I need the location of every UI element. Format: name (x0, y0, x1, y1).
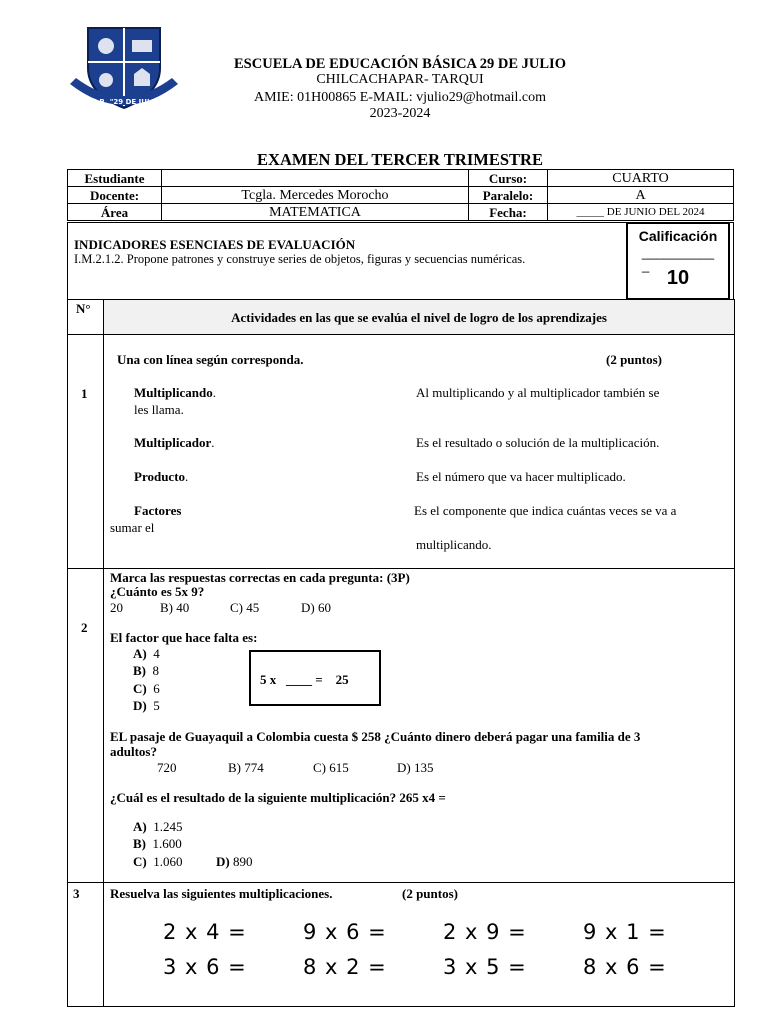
school-logo (68, 22, 180, 114)
multiplication-exercise[interactable]: 8 x 6 = (583, 955, 667, 979)
teacher-value: Tcgla. Mercedes Morocho (162, 187, 469, 204)
q2a-option[interactable]: C) 45 (230, 600, 260, 615)
q2a-option[interactable]: 20 (110, 600, 123, 615)
q2d-option[interactable]: A) 1.245 (133, 819, 183, 834)
student-field[interactable] (162, 170, 469, 187)
grade-label: Calificación (638, 228, 718, 244)
q2b-option[interactable]: C) 6 (133, 681, 160, 696)
q2d-option[interactable]: C) 1.060 (133, 854, 183, 869)
q1-definition[interactable]: Es el resultado o solución de la multiplicación. (416, 435, 660, 450)
q2b-option[interactable]: A) 4 (133, 646, 160, 661)
q1-number: 1 (81, 386, 88, 401)
q2d-question: ¿Cuál es el resultado de la siguiente multiplicación? 265 x4 = (110, 790, 446, 805)
area-label: Área (68, 204, 162, 221)
q3-number: 3 (73, 886, 80, 901)
q2c-question-line2: adultos? (110, 744, 157, 759)
multiplication-exercise[interactable]: 2 x 4 = (163, 920, 247, 944)
q1-definition-cont: multiplicando. (416, 537, 492, 552)
parallel-label: Paralelo: (469, 187, 548, 204)
missing-factor-box (249, 650, 381, 706)
q2d-option[interactable]: B) 1.600 (133, 836, 182, 851)
multiplication-exercise[interactable]: 9 x 1 = (583, 920, 667, 944)
q2b-option[interactable]: D) 5 (133, 698, 160, 713)
q2a-option[interactable]: B) 40 (160, 600, 190, 615)
q1-term[interactable]: Producto. (134, 469, 189, 484)
date-value: _____ DE JUNIO DEL 2024 (548, 204, 734, 221)
student-info-table (67, 169, 734, 221)
multiplication-exercise[interactable]: 3 x 6 = (163, 955, 247, 979)
q1-term[interactable]: Factores (134, 503, 182, 518)
q1-definition[interactable]: Al multiplicando y al multiplicador también se (416, 385, 660, 400)
teacher-label: Docente: (68, 187, 162, 204)
school-year: 2023-2024 (369, 106, 431, 121)
multiplication-exercise[interactable]: 8 x 2 = (303, 955, 387, 979)
q1-definition-cont: les llama. (134, 402, 184, 417)
multiplication-exercise[interactable]: 2 x 9 = (443, 920, 527, 944)
q2c-option[interactable]: B) 774 (228, 760, 264, 775)
q2d-option[interactable]: D) 890 (216, 854, 253, 869)
q3-instruction: Resuelva las siguientes multiplicaciones. (110, 886, 333, 901)
school-location: CHILCACHAPAR- TARQUI (316, 72, 484, 87)
logo-text: E.E.B. "29 DE JULIO" (84, 98, 164, 106)
q2-instruction: Marca las respuestas correctas en cada pregunta: (3P) (110, 570, 410, 585)
parallel-value: A (548, 187, 734, 204)
q3-points: (2 puntos) (402, 886, 458, 901)
q2a-question: ¿Cuánto es 5x 9? (110, 584, 205, 599)
column-divider (103, 299, 104, 1007)
grade-blank[interactable]: __________ (641, 245, 715, 260)
q1-definition[interactable]: Es el número que va hacer multiplicado. (416, 469, 626, 484)
exam-title: EXAMEN DEL TERCER TRIMESTRE (257, 150, 543, 169)
q2c-option[interactable]: 720 (157, 760, 177, 775)
student-label: Estudiante (68, 170, 162, 187)
q2b-option[interactable]: B) 8 (133, 663, 159, 678)
multiplication-exercise[interactable]: 9 x 6 = (303, 920, 387, 944)
area-value: MATEMATICA (162, 204, 469, 221)
grade-box (626, 222, 730, 300)
school-contact: AMIE: 01H00865 E-MAIL: vjulio29@hotmail.com (253, 90, 547, 105)
q1-instruction: Una con línea según corresponda. (117, 352, 304, 367)
grade-total: 10 (666, 267, 690, 289)
indicators-title: INDICADORES ESENCIAES DE EVALUACIÓN (74, 237, 356, 252)
q1-term[interactable]: Multiplicando. (134, 385, 216, 400)
row-divider (67, 882, 735, 883)
multiplication-exercise[interactable]: 3 x 5 = (443, 955, 527, 979)
grade-dash: _ (642, 258, 650, 273)
q2c-question-line1: EL pasaje de Guayaquil a Colombia cuesta $ 258 ¿Cuánto dinero deberá pagar una familia de 3 (110, 729, 641, 744)
q1-term[interactable]: Multiplicador. (134, 435, 215, 450)
q1-points: (2 puntos) (606, 352, 662, 367)
q2c-option[interactable]: C) 615 (313, 760, 349, 775)
missing-factor-equation: 5 x ____ = 25 (260, 672, 349, 687)
indicators-text: I.M.2.1.2. Propone patrones y construye series de objetos, figuras y secuencias numéricas. (74, 252, 526, 266)
course-value: CUARTO (548, 170, 734, 187)
q1-definition[interactable]: Es el componente que indica cuántas veces se va a (414, 503, 677, 518)
col-activities-header: Actividades en las que se evalúa el nivel de logro de los aprendizajes (231, 310, 607, 325)
row-divider (67, 334, 735, 335)
q2-number: 2 (81, 620, 88, 635)
course-label: Curso: (469, 170, 548, 187)
school-name: ESCUELA DE EDUCACIÓN BÁSICA 29 DE JULIO (234, 56, 566, 72)
col-number-header: N° (76, 301, 91, 316)
q2b-question: El factor que hace falta es: (110, 630, 258, 645)
q2a-option[interactable]: D) 60 (301, 600, 331, 615)
date-label: Fecha: (469, 204, 548, 221)
q2c-option[interactable]: D) 135 (397, 760, 434, 775)
row-divider (67, 568, 735, 569)
q1-definition-cont: sumar el (110, 520, 155, 535)
